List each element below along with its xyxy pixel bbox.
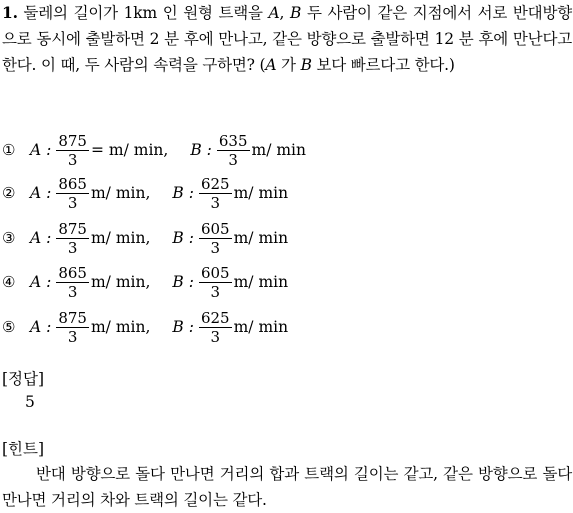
fraction-a: $\frac{875}{3}$ [58, 131, 87, 169]
fraction-b: $\frac{625}{3}$ [200, 174, 230, 212]
hint-heading: [힌트] [2, 440, 45, 458]
option-label-b: B : [190, 141, 212, 159]
question-number: 1. [2, 3, 18, 22]
option-5[interactable]: ⑤ A : $\frac{875}{3}$ m/ min, B : $\frac{625}{3}$ m/ min [2, 308, 289, 346]
option-label-a: A : [30, 318, 52, 336]
hint-text: 반대 방향으로 돌다 만나면 거리의 합과 트랙의 길이는 같고, 같은 방향으로 돌다 만나면 거리의 차와 트랙의 길이는 같다. [2, 465, 572, 509]
fraction-a: $\frac{875}{3}$ [58, 308, 87, 346]
option-label-b: B : [172, 273, 194, 291]
option-label-a: A : [30, 229, 52, 247]
fraction-a: $\frac{875}{3}$ [58, 219, 87, 257]
option-label-a: A : [30, 184, 52, 202]
option-marker: ② [2, 184, 16, 202]
answer-heading: [정답] [2, 370, 45, 388]
option-1[interactable]: ① A : $\frac{875}{3}$ = m/ min, B : $\frac{635}{3}$ m/ min [2, 131, 306, 169]
option-label-b: B : [172, 184, 194, 202]
option-label-b: B : [172, 229, 194, 247]
option-4[interactable]: ④ A : $\frac{865}{3}$ m/ min, B : $\frac{605}{3}$ m/ min [2, 263, 289, 301]
option-marker: ④ [2, 273, 16, 291]
fraction-a: $\frac{865}{3}$ [58, 174, 87, 212]
option-marker: ③ [2, 229, 16, 247]
fraction-b: $\frac{605}{3}$ [200, 219, 230, 257]
option-label-a: A : [30, 273, 52, 291]
question-text: 1. 둘레의 길이가 1km 인 원형 트랙을 A, B 두 사람이 같은 지점에서 서로 반대방향으로 동시에 출발하면 2 분 후에 만나고, 같은 방향으로 출발하면 12 분 후에 만난다고 한다. 이 때, 두 사람의 속력을 구하면? (A 가 B 보다 빠르다고 한다.) [2, 3, 572, 74]
fraction-a: $\frac{865}{3}$ [58, 263, 87, 301]
fraction-b: $\frac{605}{3}$ [200, 263, 230, 301]
fraction-b: $\frac{635}{3}$ [218, 131, 248, 169]
option-label-b: B : [172, 318, 194, 336]
fraction-b: $\frac{625}{3}$ [200, 308, 230, 346]
option-marker: ① [2, 141, 16, 159]
answer-value: 5 [25, 393, 35, 411]
option-2[interactable]: ② A : $\frac{865}{3}$ m/ min, B : $\frac{625}{3}$ m/ min [2, 174, 289, 212]
option-marker: ⑤ [2, 318, 16, 336]
option-label-a: A : [30, 141, 52, 159]
option-3[interactable]: ③ A : $\frac{875}{3}$ m/ min, B : $\frac{605}{3}$ m/ min [2, 219, 289, 257]
